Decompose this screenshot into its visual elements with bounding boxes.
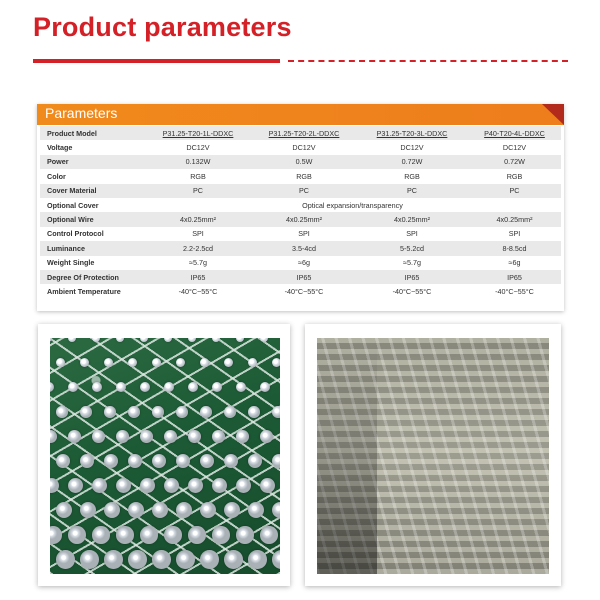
led-dot <box>140 382 150 392</box>
row-label: Ambient Temperature <box>40 284 144 298</box>
led-dot <box>152 358 161 367</box>
row-label: Voltage <box>40 140 144 154</box>
led-dot <box>164 478 179 493</box>
table-cell: 0.132W <box>144 155 252 169</box>
table-cell: ≈5.7g <box>144 256 252 270</box>
led-dot <box>80 406 92 418</box>
table-cell: 4x0.25mm² <box>356 212 468 226</box>
parameters-table <box>40 126 561 299</box>
row-label: Control Protocol <box>40 227 144 241</box>
led-dot <box>116 526 134 544</box>
table-cell: 0.72W <box>356 155 468 169</box>
table-cell-merged: Optical expansion/transparency <box>144 198 561 212</box>
table-cell: ≈6g <box>468 256 561 270</box>
parameters-header <box>37 104 564 125</box>
table-cell: 4x0.25mm² <box>144 212 252 226</box>
led-dot <box>80 550 99 569</box>
led-dot <box>68 430 81 443</box>
led-dot <box>50 430 57 443</box>
led-mesh-green-photo <box>50 338 280 574</box>
photo-shadow <box>317 338 377 574</box>
led-dot <box>200 502 216 518</box>
led-dot <box>128 502 144 518</box>
table-cell: -40°C~55°C <box>356 284 468 298</box>
table-cell: SPI <box>252 227 356 241</box>
led-dot <box>68 382 78 392</box>
table-cell: DC12V <box>252 140 356 154</box>
led-dot <box>140 430 153 443</box>
led-dot <box>164 338 172 342</box>
led-dot <box>212 430 225 443</box>
parameters-panel <box>37 104 564 311</box>
table-row <box>40 198 561 212</box>
table-row <box>40 241 561 255</box>
led-dot <box>224 406 236 418</box>
led-dot <box>50 382 54 392</box>
led-dot <box>224 454 238 468</box>
led-dot <box>188 338 196 342</box>
table-cell: 2.2-2.5cd <box>144 241 252 255</box>
table-cell: -40°C~55°C <box>144 284 252 298</box>
led-dot <box>236 382 246 392</box>
table-cell: -40°C~55°C <box>252 284 356 298</box>
led-dot <box>56 502 72 518</box>
page-title: Product parameters <box>33 12 292 42</box>
table-cell: 4x0.25mm² <box>468 212 561 226</box>
led-dot <box>224 502 240 518</box>
led-dot <box>140 338 148 342</box>
led-dot <box>260 526 278 544</box>
table-cell: 4x0.25mm² <box>252 212 356 226</box>
led-dot <box>164 382 174 392</box>
led-dot <box>152 550 171 569</box>
led-dot <box>164 526 182 544</box>
led-dot <box>140 526 158 544</box>
row-label: Power <box>40 155 144 169</box>
table-cell: 5-5.2cd <box>356 241 468 255</box>
led-dot <box>260 382 270 392</box>
led-dot <box>236 526 254 544</box>
row-label: Weight Single <box>40 256 144 270</box>
row-label: Luminance <box>40 241 144 255</box>
led-dot <box>56 454 70 468</box>
led-dot <box>104 502 120 518</box>
led-dot <box>188 430 201 443</box>
led-dot <box>176 502 192 518</box>
table-cell: ≈6g <box>252 256 356 270</box>
led-dot <box>212 338 220 342</box>
led-dot <box>200 406 212 418</box>
table-row <box>40 169 561 183</box>
led-dot <box>248 358 257 367</box>
led-dot <box>116 430 129 443</box>
photo-frame-right <box>305 324 561 586</box>
led-dot <box>200 454 214 468</box>
led-dot <box>68 478 83 493</box>
table-cell: P40-T20-4L-DDXC <box>468 126 561 140</box>
led-dot <box>92 338 100 342</box>
led-dot <box>188 382 198 392</box>
led-dot <box>50 338 52 342</box>
row-label: Cover Material <box>40 184 144 198</box>
led-dot <box>128 358 137 367</box>
table-cell: PC <box>468 184 561 198</box>
row-label: Product Model <box>40 126 144 140</box>
table-row <box>40 284 561 298</box>
led-dot <box>128 406 140 418</box>
led-dot <box>272 502 280 518</box>
table-cell: IP65 <box>468 270 561 284</box>
table-cell: PC <box>356 184 468 198</box>
table-cell: RGB <box>468 169 561 183</box>
led-dot <box>128 550 147 569</box>
led-dot <box>50 478 59 493</box>
led-dot <box>104 358 113 367</box>
table-cell: RGB <box>252 169 356 183</box>
led-dot <box>272 406 280 418</box>
led-dot <box>224 550 243 569</box>
table-row <box>40 270 561 284</box>
table-cell: SPI <box>144 227 252 241</box>
led-dot <box>236 430 249 443</box>
led-dot <box>92 478 107 493</box>
led-dot <box>248 454 262 468</box>
led-dot <box>56 358 65 367</box>
led-dot <box>92 526 110 544</box>
table-cell: 3.5-4cd <box>252 241 356 255</box>
led-dot <box>260 338 268 342</box>
photo-frame-left <box>38 324 290 586</box>
table-cell: P31.25-T20-2L-DDXC <box>252 126 356 140</box>
table-cell: DC12V <box>468 140 561 154</box>
table-row <box>40 155 561 169</box>
led-dot <box>92 430 105 443</box>
led-dot <box>272 454 280 468</box>
led-mesh-angle-photo <box>317 338 549 574</box>
table-row <box>40 227 561 241</box>
table-row <box>40 140 561 154</box>
led-dot <box>140 478 155 493</box>
table-cell: DC12V <box>144 140 252 154</box>
led-dot <box>212 526 230 544</box>
row-label: Optional Cover <box>40 198 144 212</box>
led-dot <box>116 338 124 342</box>
table-cell: SPI <box>356 227 468 241</box>
table-cell: P31.25-T20-3L-DDXC <box>356 126 468 140</box>
title-underline-solid <box>33 59 280 63</box>
led-dot <box>152 454 166 468</box>
led-dot <box>200 358 209 367</box>
led-dot <box>260 430 273 443</box>
led-dot <box>80 358 89 367</box>
led-dot <box>128 454 142 468</box>
led-dot <box>188 526 206 544</box>
led-dot <box>212 382 222 392</box>
table-cell: RGB <box>144 169 252 183</box>
led-dot <box>248 502 264 518</box>
led-dot <box>176 550 195 569</box>
title-underline-dashed <box>288 60 568 62</box>
row-label: Color <box>40 169 144 183</box>
led-dot <box>68 526 86 544</box>
table-row <box>40 212 561 226</box>
led-dot <box>176 454 190 468</box>
led-dot <box>50 526 62 544</box>
table-row <box>40 256 561 270</box>
led-dot <box>116 382 126 392</box>
table-cell: DC12V <box>356 140 468 154</box>
table-cell: -40°C~55°C <box>468 284 561 298</box>
led-dot <box>212 478 227 493</box>
led-dot <box>56 406 68 418</box>
table-cell: IP65 <box>356 270 468 284</box>
led-dot <box>236 338 244 342</box>
led-dot <box>152 502 168 518</box>
led-dot <box>248 406 260 418</box>
table-cell: PC <box>252 184 356 198</box>
table-cell: IP65 <box>144 270 252 284</box>
table-cell: SPI <box>468 227 561 241</box>
led-dot <box>116 478 131 493</box>
parameters-header-title: Parameters <box>45 105 118 121</box>
led-dot <box>104 406 116 418</box>
row-label: Degree Of Protection <box>40 270 144 284</box>
table-cell: ≈5.7g <box>356 256 468 270</box>
row-label: Optional Wire <box>40 212 144 226</box>
led-dot <box>176 358 185 367</box>
header-corner-accent <box>542 104 564 125</box>
led-dot <box>272 550 280 569</box>
table-cell: RGB <box>356 169 468 183</box>
led-dot <box>236 478 251 493</box>
led-dot <box>80 502 96 518</box>
table-cell: P31.25-T20-1L-DDXC <box>144 126 252 140</box>
led-dot <box>272 358 280 367</box>
table-row <box>40 126 561 140</box>
led-dot <box>188 478 203 493</box>
table-cell: PC <box>144 184 252 198</box>
led-dot <box>104 454 118 468</box>
led-dot <box>260 478 275 493</box>
led-dot <box>92 382 102 392</box>
table-cell: IP65 <box>252 270 356 284</box>
led-dot <box>248 550 267 569</box>
table-cell: 8-8.5cd <box>468 241 561 255</box>
led-dot <box>68 338 76 342</box>
led-dot <box>200 550 219 569</box>
table-cell: 0.72W <box>468 155 561 169</box>
led-dot <box>104 550 123 569</box>
led-dot <box>56 550 75 569</box>
table-cell: 0.5W <box>252 155 356 169</box>
led-dot <box>176 406 188 418</box>
table-row <box>40 184 561 198</box>
led-dot <box>224 358 233 367</box>
led-dot <box>164 430 177 443</box>
led-dot <box>80 454 94 468</box>
led-dot <box>152 406 164 418</box>
